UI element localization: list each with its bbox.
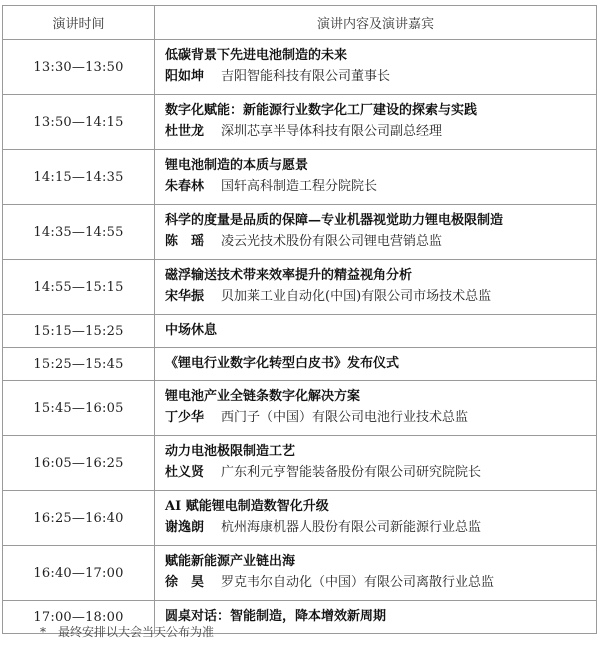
session-topic: 数字化赋能：新能源行业数字化工厂建设的探索与实践	[165, 103, 478, 118]
session-topic: 《锂电行业数字化转型白皮书》发布仪式	[165, 356, 400, 371]
speaker-organization: 杭州海康机器人股份有限公司新能源行业总监	[221, 520, 482, 535]
speaker-name: 阳如坤	[165, 69, 205, 84]
table-row	[3, 348, 597, 381]
session-content	[155, 491, 597, 546]
speaker-name: 谢逸朗	[165, 520, 205, 535]
session-time: 13:50—14:15	[3, 95, 155, 150]
speaker-name: 宋华振	[165, 289, 205, 304]
session-topic: 动力电池极限制造工艺	[165, 444, 296, 459]
session-time: 13:30—13:50	[3, 40, 155, 95]
session-topic: 锂电池产业全链条数字化解决方案	[165, 389, 361, 404]
speaker-organization: 贝加莱工业自动化(中国)有限公司市场技术总监	[221, 289, 492, 304]
session-content	[155, 348, 597, 381]
session-time: 16:40—17:00	[3, 546, 155, 601]
session-content	[155, 381, 597, 436]
speaker-line	[165, 517, 596, 539]
speaker-organization: 罗克韦尔自动化（中国）有限公司离散行业总监	[221, 575, 495, 590]
session-content	[155, 150, 597, 205]
session-time: 14:35—14:55	[3, 205, 155, 260]
session-topic: 赋能新能源产业链出海	[165, 554, 296, 569]
session-topic: 磁浮输送技术带来效率提升的精益视角分析	[165, 268, 413, 283]
speaker-organization: 西门子（中国）有限公司电池行业技术总监	[221, 410, 469, 425]
speaker-organization: 国轩高科制造工程分院院长	[221, 179, 378, 194]
speaker-line	[165, 462, 596, 484]
table-row	[3, 436, 597, 491]
table-row	[3, 95, 597, 150]
session-time: 14:55—15:15	[3, 260, 155, 315]
speaker-name: 朱春林	[165, 179, 205, 194]
session-topic: 低碳背景下先进电池制造的未来	[165, 48, 348, 63]
session-content	[155, 95, 597, 150]
session-time: 14:15—14:35	[3, 150, 155, 205]
speaker-organization: 广东利元亨智能装备股份有限公司研究院院长	[221, 465, 482, 480]
table-row	[3, 150, 597, 205]
session-content	[155, 436, 597, 491]
speaker-line	[165, 231, 596, 253]
table-row	[3, 491, 597, 546]
session-time: 15:25—15:45	[3, 348, 155, 381]
session-content	[155, 315, 597, 348]
session-topic: AI 赋能锂电制造数智化升级	[165, 499, 329, 514]
speaker-line	[165, 176, 596, 198]
speaker-line	[165, 286, 596, 308]
speaker-name: 陈 瑶	[165, 234, 205, 249]
table-row	[3, 381, 597, 436]
session-topic: 中场休息	[165, 323, 218, 338]
table-row	[3, 546, 597, 601]
table-row	[3, 260, 597, 315]
session-time: 16:05—16:25	[3, 436, 155, 491]
speaker-line	[165, 572, 596, 594]
header-time: 演讲时间	[3, 6, 155, 40]
speaker-line	[165, 407, 596, 429]
session-content	[155, 40, 597, 95]
session-time: 16:25—16:40	[3, 491, 155, 546]
table-header-row	[3, 6, 597, 40]
session-content	[155, 260, 597, 315]
session-topic: 锂电池制造的本质与愿景	[165, 158, 309, 173]
speaker-name: 杜义贤	[165, 465, 205, 480]
speaker-organization: 吉阳智能科技有限公司董事长	[221, 69, 391, 84]
session-topic: 圆桌对话：智能制造，降本增效新周期	[165, 609, 387, 624]
table-row	[3, 40, 597, 95]
speaker-line	[165, 66, 596, 88]
header-content: 演讲内容及演讲嘉宾	[155, 6, 597, 40]
footnote: * 最终安排以大会当天公布为准	[40, 625, 215, 639]
speaker-name: 丁少华	[165, 410, 205, 425]
session-content	[155, 601, 597, 634]
session-time: 15:45—16:05	[3, 381, 155, 436]
speaker-organization: 深圳芯享半导体科技有限公司副总经理	[221, 124, 443, 139]
session-content	[155, 205, 597, 260]
session-time: 17:00—18:00	[3, 601, 155, 634]
session-time: 15:15—15:25	[3, 315, 155, 348]
speaker-name: 徐 昊	[165, 575, 205, 590]
table-row	[3, 205, 597, 260]
speaker-line	[165, 121, 596, 143]
schedule-table	[2, 5, 597, 634]
session-content	[155, 546, 597, 601]
session-topic: 科学的度量是品质的保障—专业机器视觉助力锂电极限制造	[165, 213, 504, 228]
table-row	[3, 315, 597, 348]
speaker-name: 杜世龙	[165, 124, 205, 139]
speaker-organization: 凌云光技术股份有限公司锂电营销总监	[221, 234, 443, 249]
